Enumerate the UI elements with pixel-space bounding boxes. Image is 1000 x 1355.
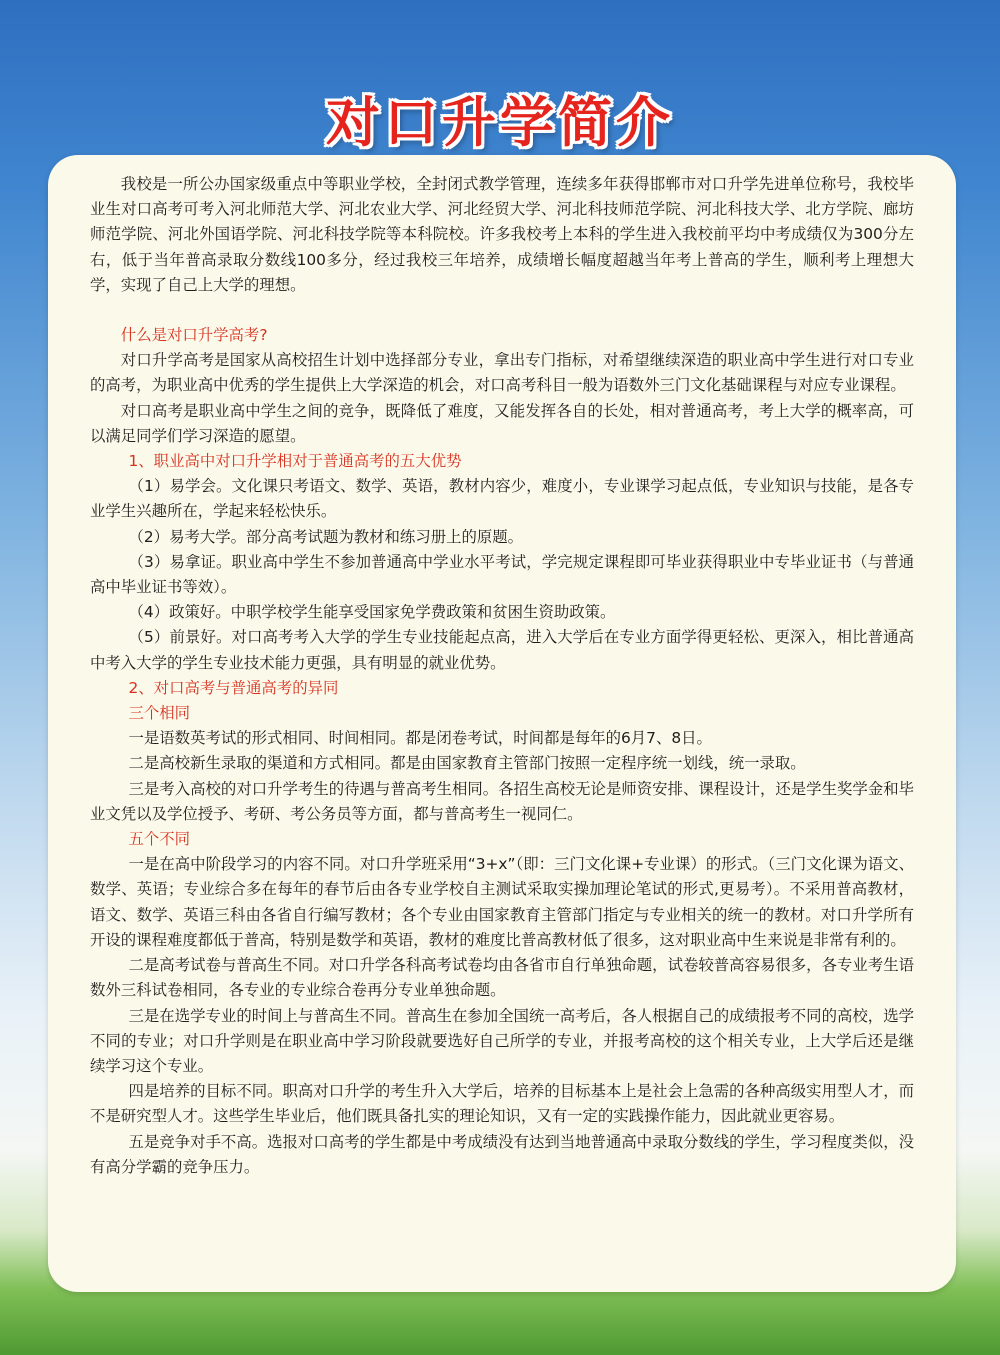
diff-item: 四是培养的目标不同。职高对口升学的考生升入大学后，培养的目标基本上是社会上急需的各种高级实用型人才，而不是研究型人才。这些学生毕业后，他们既具备扎实的理论知识，又有一定的实践操作能力，因此就业更容易。 bbox=[90, 1082, 914, 1126]
diff-item: 三是在选学专业的时间上与普高生不同。普高生在参加全国统一高考后，各人根据自己的成绩报考不同的高校，选学不同的专业；对口升学则是在职业高中学习阶段就要选好自己所学的专业，并报考高校的这个相关专业，上大学后还是继续学习这个专业。 bbox=[90, 1006, 914, 1075]
advantage-item: （1）易学会。文化课只考语文、数学、英语，教材内容少，难度小，专业课学习起点低，专业知识与技能，是各专业学生兴趣所在，学起来轻松快乐。 bbox=[90, 477, 914, 521]
advantage-item: （2）易考大学。部分高考试题为教材和练习册上的原题。 bbox=[128, 527, 524, 546]
section-heading-compare: 2、对口高考与普通高考的异同 bbox=[128, 678, 339, 697]
same-item: 一是语数英考试的形式相同、时间相同。都是闭卷考试，时间都是每年的6月7、8日。 bbox=[128, 729, 712, 748]
same-item: 三是考入高校的对口升学考生的待遇与普高考生相同。各招生高校无论是师资安排、课程设计，还是学生奖学金和毕业文凭以及学位授予、考研、考公务员等方面，都与普高考生一视同仁。 bbox=[90, 779, 914, 823]
section-heading-what: 什么是对口升学高考? bbox=[120, 326, 268, 345]
content-panel bbox=[48, 155, 956, 1292]
subheading-same: 三个相同 bbox=[128, 704, 191, 723]
advantage-item: （3）易拿证。职业高中学生不参加普通高中学业水平考试，学完规定课程即可毕业获得职业中专毕业证书（与普通高中毕业证书等效）。 bbox=[90, 552, 914, 597]
intro-paragraph: 我校是一所公办国家级重点中等职业学校，全封闭式教学管理，连续多年获得邯郸市对口升学先进单位称号，我校毕业生对口高考可考入河北师范大学、河北农业大学、河北经贸大学、河北科技师范学院、河北科技大学、北方学院、廊坊师范学院、河北外国语学院、河北科技学院等本科院校。许多我校考上本科的学生进入我校前平均中考成绩仅为300分左右，低于当年普高录取分数线100多分，经过我校三年培养，成绩增长幅度超越当年考上普高的学生，顺利考上理想大学，实现了自己上大学的理想。 bbox=[90, 175, 914, 294]
section-heading-advantages: 1、职业高中对口升学相对于普通高考的五大优势 bbox=[128, 452, 462, 471]
diff-item: 五是竞争对手不高。选报对口高考的学生都是中考成绩没有达到当地普通高中录取分数线的学生，学习程度类似，没有高分学霸的竞争压力。 bbox=[90, 1132, 914, 1176]
diff-item: 一是在高中阶段学习的内容不同。对口升学班采用“3+x”（即：三门文化课+专业课）的形式。（三门文化课为语文、数学、英语；专业综合多在每年的春节后由各专业学校自主测试采取实操加理论笔试的形式,更易考）。不采用普高教材，语文、数学、英语三科由各省自行编写教材；各个专业由国家教育主管部门指定与专业相关的统一的教材。对口升学所有开设的课程难度都低于普高，特别是数学和英语，教材的难度比普高教材低了很多，这对职业高中生来说是非常有利的。 bbox=[90, 855, 914, 949]
subheading-different: 五个不同 bbox=[128, 830, 191, 849]
what-paragraph-1: 对口升学高考是国家从高校招生计划中选择部分专业，拿出专门指标，对希望继续深造的职业高中学生进行对口专业的高考，为职业高中优秀的学生提供上大学深造的机会，对口高考科目一般为语数外三门文化基础课程与对应专业课程。 bbox=[90, 351, 914, 395]
same-item: 二是高校新生录取的渠道和方式相同。都是由国家教育主管部门按照一定程序统一划线，统一录取。 bbox=[128, 754, 806, 773]
diff-item: 二是高考试卷与普高生不同。对口升学各科高考试卷均由各省市自行单独命题，试卷较普高容易很多，各专业考生语数外三科试卷相同，各专业的专业综合卷再分专业单独命题。 bbox=[90, 956, 914, 1000]
advantage-item: （5）前景好。对口高考考入大学的学生专业技能起点高，进入大学后在专业方面学得更轻松、更深入，相比普通高中考入大学的学生专业技术能力更强，具有明显的就业优势。 bbox=[90, 628, 914, 672]
page-title: 对口升学简介 bbox=[326, 91, 674, 154]
advantage-item: （4）政策好。中职学校学生能享受国家免学费政策和贫困生资助政策。 bbox=[128, 603, 616, 622]
what-paragraph-2: 对口高考是职业高中学生之间的竞争，既降低了难度，又能发挥各自的长处，相对普通高考，考上大学的概率高，可以满足同学们学习深造的愿望。 bbox=[90, 401, 914, 445]
